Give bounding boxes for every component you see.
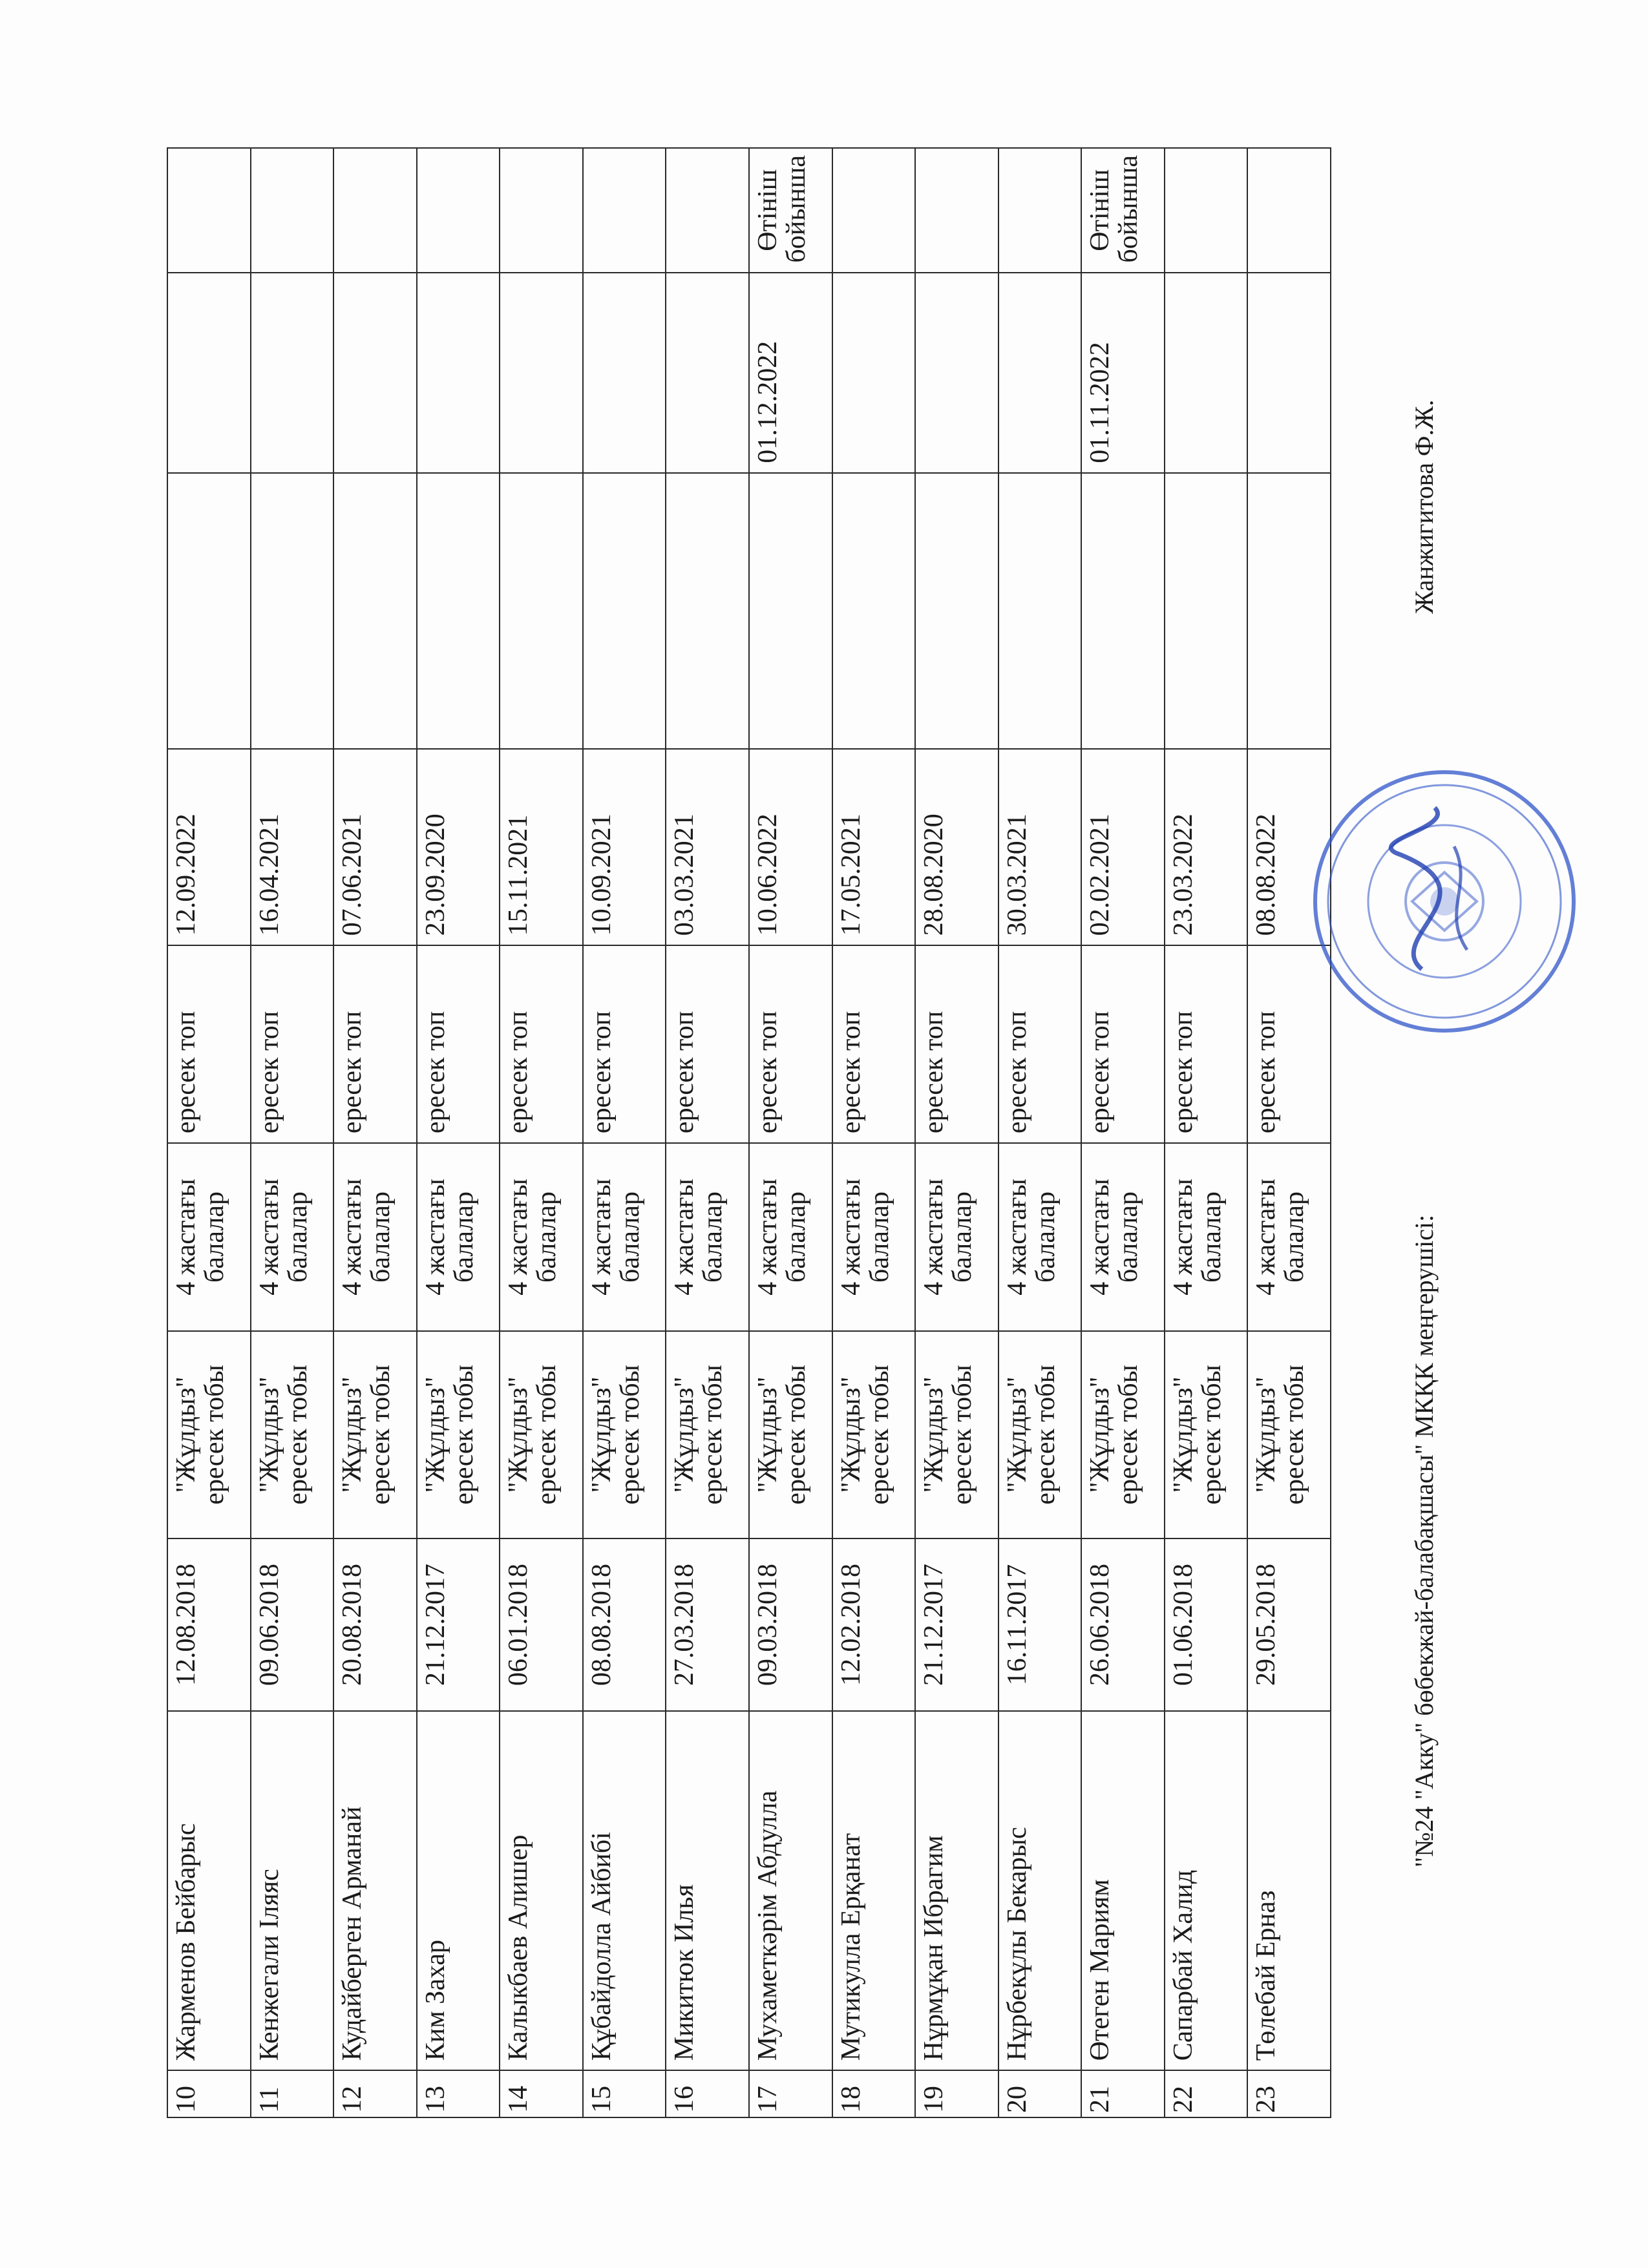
row-number: 12 (333, 2070, 417, 2117)
row-number: 20 (998, 2070, 1082, 2117)
row-number: 14 (500, 2070, 583, 2117)
enrollment-date: 30.03.2021 (998, 750, 1082, 946)
birth-date: 16.11.2017 (998, 1538, 1082, 1711)
leave-reason (915, 148, 998, 273)
group-name: "Жұлдыз" ересек тобы (666, 1331, 749, 1538)
birth-date: 21.12.2017 (417, 1538, 500, 1711)
leave-date (832, 273, 916, 473)
group-name: "Жұлдыз" ересек тобы (167, 1331, 251, 1538)
table-body (167, 148, 1331, 2117)
group-type: ересек топ (333, 945, 417, 1143)
age-group: 4 жастағы балалар (749, 1143, 832, 1331)
group-name: "Жұлдыз" ересек тобы (583, 1331, 666, 1538)
leave-reason (417, 148, 500, 273)
empty-cell (1165, 473, 1248, 750)
group-type: ересек топ (998, 945, 1082, 1143)
age-group: 4 жастағы балалар (251, 1143, 334, 1331)
birth-date: 21.12.2017 (915, 1538, 998, 1711)
leave-date (333, 273, 417, 473)
empty-cell (832, 473, 916, 750)
leave-date (998, 273, 1082, 473)
leave-date: 01.11.2022 (1081, 273, 1165, 473)
enrollment-date: 17.05.2021 (832, 750, 916, 946)
age-group: 4 жастағы балалар (333, 1143, 417, 1331)
age-group: 4 жастағы балалар (500, 1143, 583, 1331)
row-number: 17 (749, 2070, 832, 2117)
row-number: 18 (832, 2070, 916, 2117)
row-number: 11 (251, 2070, 334, 2117)
group-name: "Жұлдыз" ересек тобы (1081, 1331, 1165, 1538)
leave-date (251, 273, 334, 473)
table-row (832, 148, 916, 2117)
group-type: ересек топ (251, 945, 334, 1143)
enrollment-date: 02.02.2021 (1081, 750, 1165, 946)
age-group: 4 жастағы балалар (998, 1143, 1082, 1331)
child-name: Нұрбекұлы Бекарыс (998, 1711, 1082, 2070)
child-name: Мухаметкәрім Абдулла (749, 1711, 832, 2070)
row-number: 22 (1165, 2070, 1248, 2117)
table-row (251, 148, 334, 2117)
child-name: Микитюк Илья (666, 1711, 749, 2070)
table-row (915, 148, 998, 2117)
birth-date: 01.06.2018 (1165, 1538, 1248, 1711)
row-number: 16 (666, 2070, 749, 2117)
age-group: 4 жастағы балалар (1247, 1143, 1331, 1331)
birth-date: 09.06.2018 (251, 1538, 334, 1711)
leave-reason (333, 148, 417, 273)
empty-cell (333, 473, 417, 750)
birth-date: 12.02.2018 (832, 1538, 916, 1711)
leave-date (915, 273, 998, 473)
leave-date (666, 273, 749, 473)
table-row (417, 148, 500, 2117)
table-row (333, 148, 417, 2117)
leave-reason (1247, 148, 1331, 273)
table-row (1081, 148, 1165, 2117)
child-name: Мутикулла Ерқанат (832, 1711, 916, 2070)
enrollment-date: 12.09.2022 (167, 750, 251, 946)
enrollment-date: 15.11.2021 (500, 750, 583, 946)
leave-reason: Өтініш бойынша (749, 148, 832, 273)
birth-date: 29.05.2018 (1247, 1538, 1331, 1711)
leave-reason (666, 148, 749, 273)
enrollment-date: 07.06.2021 (333, 750, 417, 946)
leave-reason (167, 148, 251, 273)
child-name: Кенжегали Іляяс (251, 1711, 334, 2070)
empty-cell (998, 473, 1082, 750)
leave-date (1165, 273, 1248, 473)
row-number: 23 (1247, 2070, 1331, 2117)
birth-date: 06.01.2018 (500, 1538, 583, 1711)
group-type: ересек топ (832, 945, 916, 1143)
child-name: Сапарбай Халид (1165, 1711, 1248, 2070)
child-name: Төлебай Ерназ (1247, 1711, 1331, 2070)
group-name: "Жұлдыз" ересек тобы (1165, 1331, 1248, 1538)
table-row (500, 148, 583, 2117)
age-group: 4 жастағы балалар (583, 1143, 666, 1331)
leave-date: 01.12.2022 (749, 273, 832, 473)
group-name: "Жұлдыз" ересек тобы (333, 1331, 417, 1538)
child-name: Өтеген Мариям (1081, 1711, 1165, 2070)
child-name: Кудайберген Арманай (333, 1711, 417, 2070)
birth-date: 27.03.2018 (666, 1538, 749, 1711)
leave-date (583, 273, 666, 473)
leave-date (167, 273, 251, 473)
group-type: ересек топ (583, 945, 666, 1143)
age-group: 4 жастағы балалар (666, 1143, 749, 1331)
enrollment-date: 10.06.2022 (749, 750, 832, 946)
age-group: 4 жастағы балалар (1081, 1143, 1165, 1331)
group-name: "Жұлдыз" ересек тобы (832, 1331, 916, 1538)
age-group: 4 жастағы балалар (1165, 1143, 1248, 1331)
group-name: "Жұлдыз" ересек тобы (915, 1331, 998, 1538)
group-type: ересек топ (915, 945, 998, 1143)
empty-cell (500, 473, 583, 750)
group-type: ересек топ (500, 945, 583, 1143)
leave-date (500, 273, 583, 473)
empty-cell (915, 473, 998, 750)
group-name: "Жұлдыз" ересек тобы (500, 1331, 583, 1538)
age-group: 4 жастағы балалар (832, 1143, 916, 1331)
leave-reason (998, 148, 1082, 273)
enrollment-date: 23.03.2022 (1165, 750, 1248, 946)
group-type: ересек топ (1247, 945, 1331, 1143)
leave-reason (832, 148, 916, 273)
empty-cell (583, 473, 666, 750)
table-row (583, 148, 666, 2117)
leave-reason: Өтініш бойынша (1081, 148, 1165, 273)
empty-cell (1247, 473, 1331, 750)
head-name: Жанжигитова Ф.Ж. (1410, 399, 1439, 614)
leave-reason (583, 148, 666, 273)
row-number: 13 (417, 2070, 500, 2117)
enrollment-date: 16.04.2021 (251, 750, 334, 946)
group-name: "Жұлдыз" ересек тобы (417, 1331, 500, 1538)
empty-cell (251, 473, 334, 750)
age-group: 4 жастағы балалар (167, 1143, 251, 1331)
empty-cell (167, 473, 251, 750)
group-type: ересек топ (167, 945, 251, 1143)
empty-cell (417, 473, 500, 750)
child-name: Нұрмұқан Ибрагим (915, 1711, 998, 2070)
group-name: "Жұлдыз" ересек тобы (749, 1331, 832, 1538)
leave-date (1247, 273, 1331, 473)
empty-cell (1081, 473, 1165, 750)
child-name: Калыкбаев Алишер (500, 1711, 583, 2070)
birth-date: 08.08.2018 (583, 1538, 666, 1711)
group-type: ересек топ (1165, 945, 1248, 1143)
age-group: 4 жастағы балалар (915, 1143, 998, 1331)
enrollment-date: 10.09.2021 (583, 750, 666, 946)
birth-date: 12.08.2018 (167, 1538, 251, 1711)
row-number: 21 (1081, 2070, 1165, 2117)
enrollment-date: 03.03.2021 (666, 750, 749, 946)
table-row (1247, 148, 1331, 2117)
round-seal-stamp (1305, 762, 1583, 1040)
row-number: 15 (583, 2070, 666, 2117)
empty-cell (749, 473, 832, 750)
enrollment-date: 08.08.2022 (1247, 750, 1331, 946)
group-type: ересек топ (417, 945, 500, 1143)
group-type: ересек топ (1081, 945, 1165, 1143)
enrollment-date: 28.08.2020 (915, 750, 998, 946)
leave-date (417, 273, 500, 473)
enrollment-date: 23.09.2020 (417, 750, 500, 946)
empty-cell (666, 473, 749, 750)
birth-date: 26.06.2018 (1081, 1538, 1165, 1711)
birth-date: 20.08.2018 (333, 1538, 417, 1711)
leave-reason (1165, 148, 1248, 273)
birth-date: 09.03.2018 (749, 1538, 832, 1711)
table-row (167, 148, 251, 2117)
group-type: ересек топ (749, 945, 832, 1143)
child-name: Жарменов Бейбарыс (167, 1711, 251, 2070)
leave-reason (251, 148, 334, 273)
footer-signature-line: "№24 "Акку" бөбекжай-балабақшасы" МКҚК меңгерушісі: (1410, 1214, 1439, 1867)
group-type: ересек топ (666, 945, 749, 1143)
table-row (749, 148, 832, 2117)
child-name: Ким Захар (417, 1711, 500, 2070)
table-row (998, 148, 1082, 2117)
group-name: "Жұлдыз" ересек тобы (998, 1331, 1082, 1538)
table-row (666, 148, 749, 2117)
row-number: 19 (915, 2070, 998, 2117)
row-number: 10 (167, 2070, 251, 2117)
group-name: "Жұлдыз" ересек тобы (251, 1331, 334, 1538)
leave-reason (500, 148, 583, 273)
table-row (1165, 148, 1248, 2117)
group-name: "Жұлдыз" ересек тобы (1247, 1331, 1331, 1538)
age-group: 4 жастағы балалар (417, 1143, 500, 1331)
children-register-table (167, 147, 1331, 2118)
child-name: Құбайдолла Айбибі (583, 1711, 666, 2070)
